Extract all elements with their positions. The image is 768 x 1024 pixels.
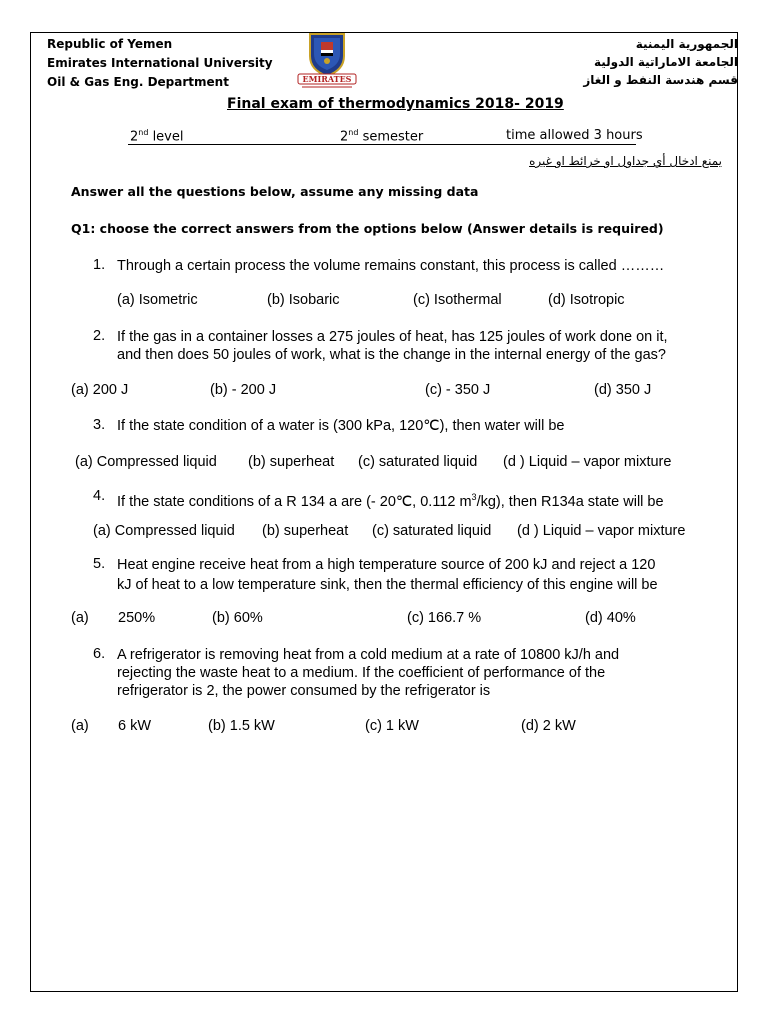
option-b: (b) 60% (212, 610, 263, 626)
question-text: Heat engine receive heat from a high temperature source of 200 kJ and reject a 120 (117, 557, 656, 573)
option-d: (d) 350 J (594, 382, 652, 398)
option-d: (d) Isotropic (548, 292, 625, 308)
department-name: Oil & Gas Eng. Department (47, 75, 229, 89)
option-a: (a) Compressed liquid (93, 523, 235, 539)
level-label: 2nd level (130, 128, 184, 145)
option-a: (a) Isometric (117, 292, 198, 308)
question-text-line3: refrigerator is 2, the power consumed by the refrigerator is (117, 683, 491, 699)
university-name-ar: الجامعة الاماراتية الدولية (594, 55, 738, 69)
option-c: (c) - 350 J (425, 382, 491, 398)
time-allowed: time allowed 3 hours (506, 128, 643, 143)
option-c: (c) saturated liquid (372, 523, 492, 539)
semester-label: 2nd semester (340, 128, 424, 145)
question-text: If the gas in a container losses a 275 joules of heat, has 125 joules of work done on it, (117, 329, 668, 345)
header-left (47, 35, 273, 92)
question-text: A refrigerator is removing heat from a cold medium at a rate of 10800 kJ/h and (117, 647, 620, 663)
department-name-ar: قسم هندسة النفط و الغاز (583, 73, 738, 87)
logo-text: EMIRATES (302, 74, 352, 84)
question-number: 5. (93, 556, 106, 572)
question-text-line2: rejecting the waste heat to a medium. If the coefficient of performance of the (117, 665, 606, 681)
university-name: Emirates International University (47, 56, 273, 70)
question-number: 4. (93, 488, 106, 504)
option-d: (d ) Liquid – vapor mixture (503, 454, 672, 470)
option-b: (b) - 200 J (210, 382, 277, 398)
page-border (30, 32, 738, 992)
option-c: (c) saturated liquid (358, 454, 478, 470)
option-d: (d) 40% (585, 610, 636, 626)
option-a: 6 kW (118, 718, 152, 734)
question-text: If the state conditions of a R 134 a are (- 20℃, 0.112 $m^3/kg$), then R134a state will be (117, 492, 664, 510)
option-d: (d) 2 kW (521, 718, 576, 734)
question-number: 3. (93, 417, 106, 433)
option-a: (a) 200 J (71, 382, 129, 398)
option-b: (b) superheat (248, 454, 335, 470)
question-number: 6. (93, 646, 106, 662)
option-b: (b) Isobaric (267, 292, 340, 308)
university-logo (292, 30, 362, 90)
q1-heading: Q1: choose the correct answers from the options below (Answer details is required) (71, 221, 664, 236)
option-a-label: (a) (71, 610, 89, 626)
option-c: (c) 166.7 % (407, 610, 482, 626)
option-a-label: (a) (71, 718, 89, 734)
country-name-ar: الجمهورية اليمنية (635, 37, 738, 51)
question-text: If the state condition of a water is (300 kPa, 120℃), then water will be (117, 418, 565, 434)
option-b: (b) 1.5 kW (208, 718, 275, 734)
header-right (583, 35, 738, 89)
question-number: 1. (93, 257, 106, 273)
option-a: 250% (118, 610, 156, 626)
exam-title: Final exam of thermodynamics 2018- 2019 (227, 96, 564, 112)
meta-underline (128, 144, 636, 145)
question-text-line2: and then does 50 joules of work, what is the change in the internal energy of the gas? (117, 347, 666, 363)
country-name: Republic of Yemen (47, 37, 173, 51)
option-d: (d ) Liquid – vapor mixture (517, 523, 686, 539)
question-number: 2. (93, 328, 106, 344)
option-a: (a) Compressed liquid (75, 454, 217, 470)
question-text-line2: kJ of heat to a low temperature sink, then the thermal efficiency of this engine will be (117, 577, 658, 593)
option-b: (b) superheat (262, 523, 349, 539)
instructions: Answer all the questions below, assume any missing data (71, 184, 479, 199)
arabic-note: يمنع ادخال أي جداول او خرائط او غيره (529, 154, 722, 168)
question-text: Through a certain process the volume remains constant, this process is called ……… (117, 258, 665, 274)
option-c: (c) 1 kW (365, 718, 419, 734)
option-c: (c) Isothermal (413, 292, 502, 308)
